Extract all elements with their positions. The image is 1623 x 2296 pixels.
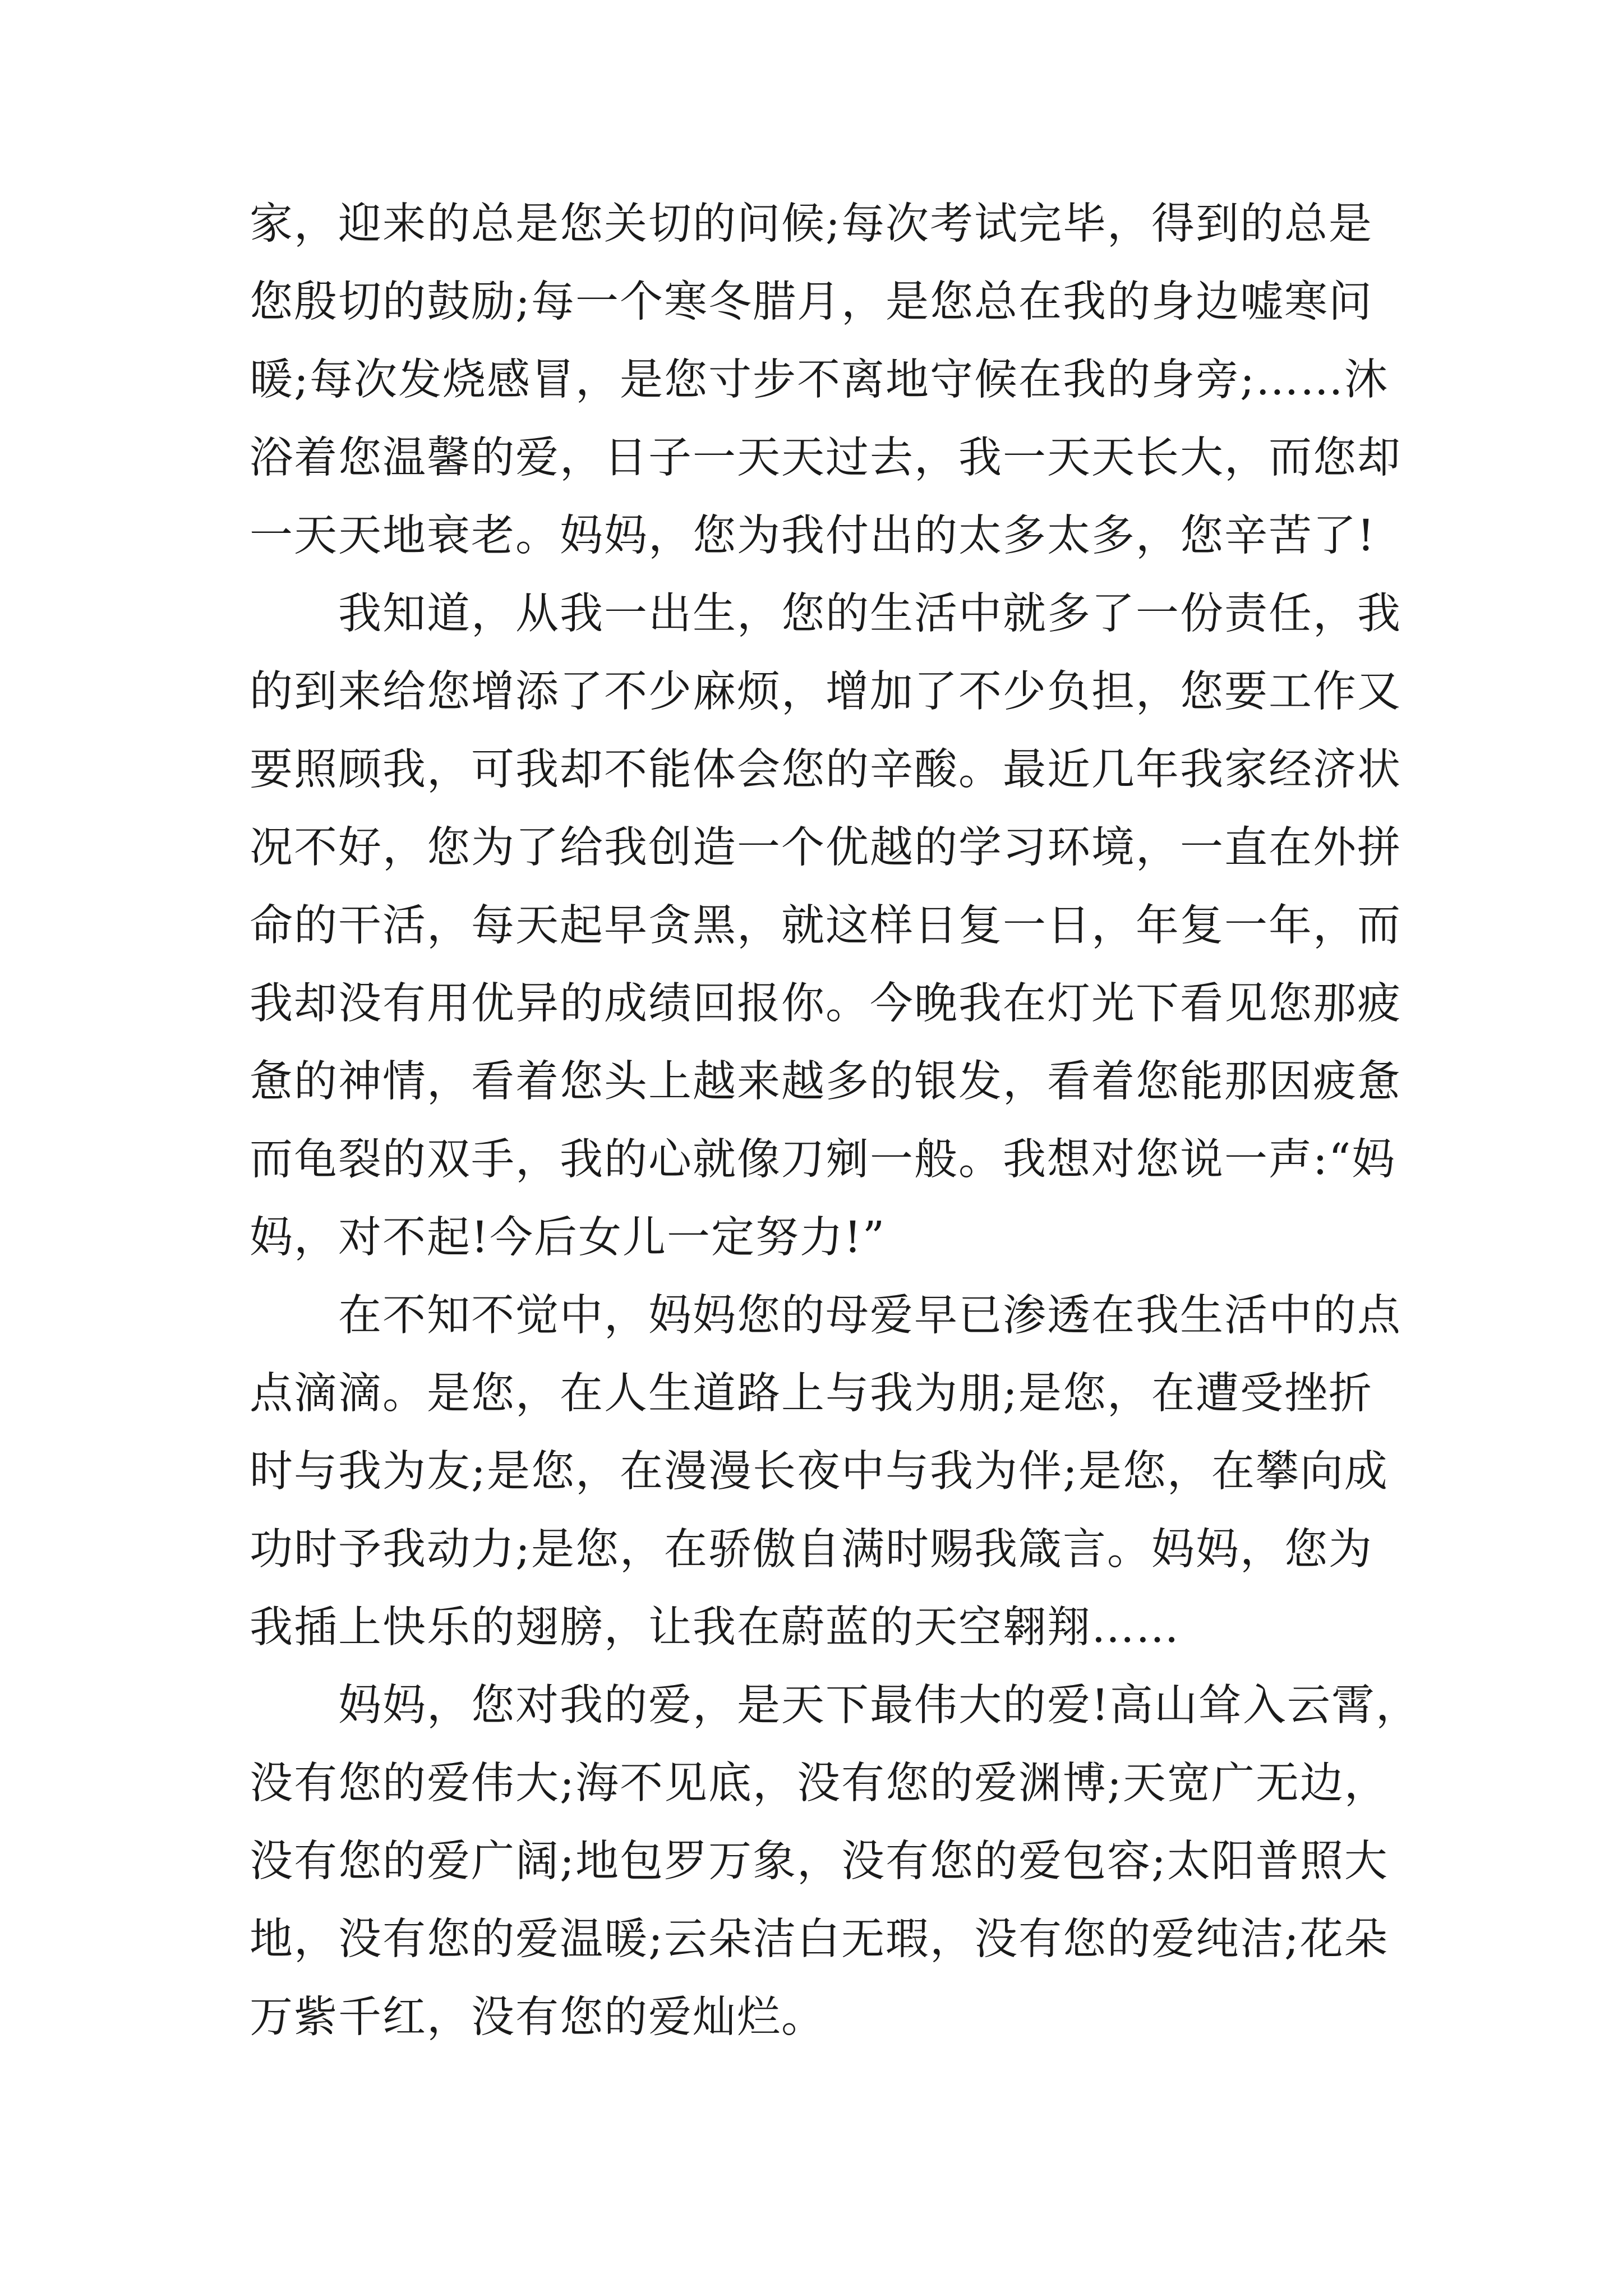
essay-body <box>250 185 1420 2056</box>
text-line: 时与我为友;是您，在漫漫长夜中与我为伴;是您，在攀向成 <box>250 1447 1389 1497</box>
text-line: 功时予我动力;是您，在骄傲自满时赐我箴言。妈妈，您为 <box>250 1525 1373 1575</box>
text-line: 命的干活，每天起早贪黑，就这样日复一日，年复一年，而 <box>250 901 1401 951</box>
text-line: 没有您的爱伟大;海不见底，没有您的爱渊博;天宽广无边， <box>250 1759 1389 1809</box>
text-line: 在不知不觉中，妈妈您的母爱早已渗透在我生活中的点 <box>250 1291 1401 1341</box>
text-line: 点滴滴。是您，在人生道路上与我为朋;是您，在遭受挫折 <box>250 1369 1373 1419</box>
text-line: 我知道，从我一出生，您的生活中就多了一份责任，我 <box>250 589 1401 639</box>
text-line: 我却没有用优异的成绩回报你。今晚我在灯光下看见您那疲 <box>250 979 1401 1029</box>
text-line: 妈妈，您对我的爱，是天下最伟大的爱!高山耸入云霄， <box>250 1681 1420 1731</box>
text-line: 您殷切的鼓励;每一个寒冬腊月，是您总在我的身边嘘寒问 <box>250 277 1373 327</box>
text-line: 要照顾我，可我却不能体会您的辛酸。最近几年我家经济状 <box>250 745 1401 795</box>
text-line: 的到来给您增添了不少麻烦，增加了不少负担，您要工作又 <box>250 667 1401 717</box>
text-line: 况不好，您为了给我创造一个优越的学习环境，一直在外拼 <box>250 823 1401 873</box>
text-line: 惫的神情，看着您头上越来越多的银发，看着您能那因疲惫 <box>250 1057 1401 1107</box>
text-line: 万紫千红，没有您的爱灿烂。 <box>250 1993 826 2042</box>
text-line: 暖;每次发烧感冒，是您寸步不离地守候在我的身旁;……沐 <box>250 355 1389 405</box>
text-line: 而龟裂的双手，我的心就像刀剜一般。我想对您说一声:“妈 <box>250 1135 1396 1185</box>
text-line: 妈，对不起!今后女儿一定努力!” <box>250 1213 886 1263</box>
text-line: 浴着您温馨的爱，日子一天天过去，我一天天长大，而您却 <box>250 433 1401 483</box>
text-line: 家，迎来的总是您关切的问候;每次考试完毕，得到的总是 <box>250 199 1373 249</box>
text-line: 我插上快乐的翅膀，让我在蔚蓝的天空翱翔…… <box>250 1603 1180 1653</box>
text-line: 地，没有您的爱温暖;云朵洁白无瑕，没有您的爱纯洁;花朵 <box>250 1915 1389 1964</box>
text-line: 一天天地衰老。妈妈，您为我付出的太多太多，您辛苦了! <box>250 511 1376 561</box>
text-line: 没有您的爱广阔;地包罗万象，没有您的爱包容;太阳普照大 <box>250 1837 1389 1887</box>
